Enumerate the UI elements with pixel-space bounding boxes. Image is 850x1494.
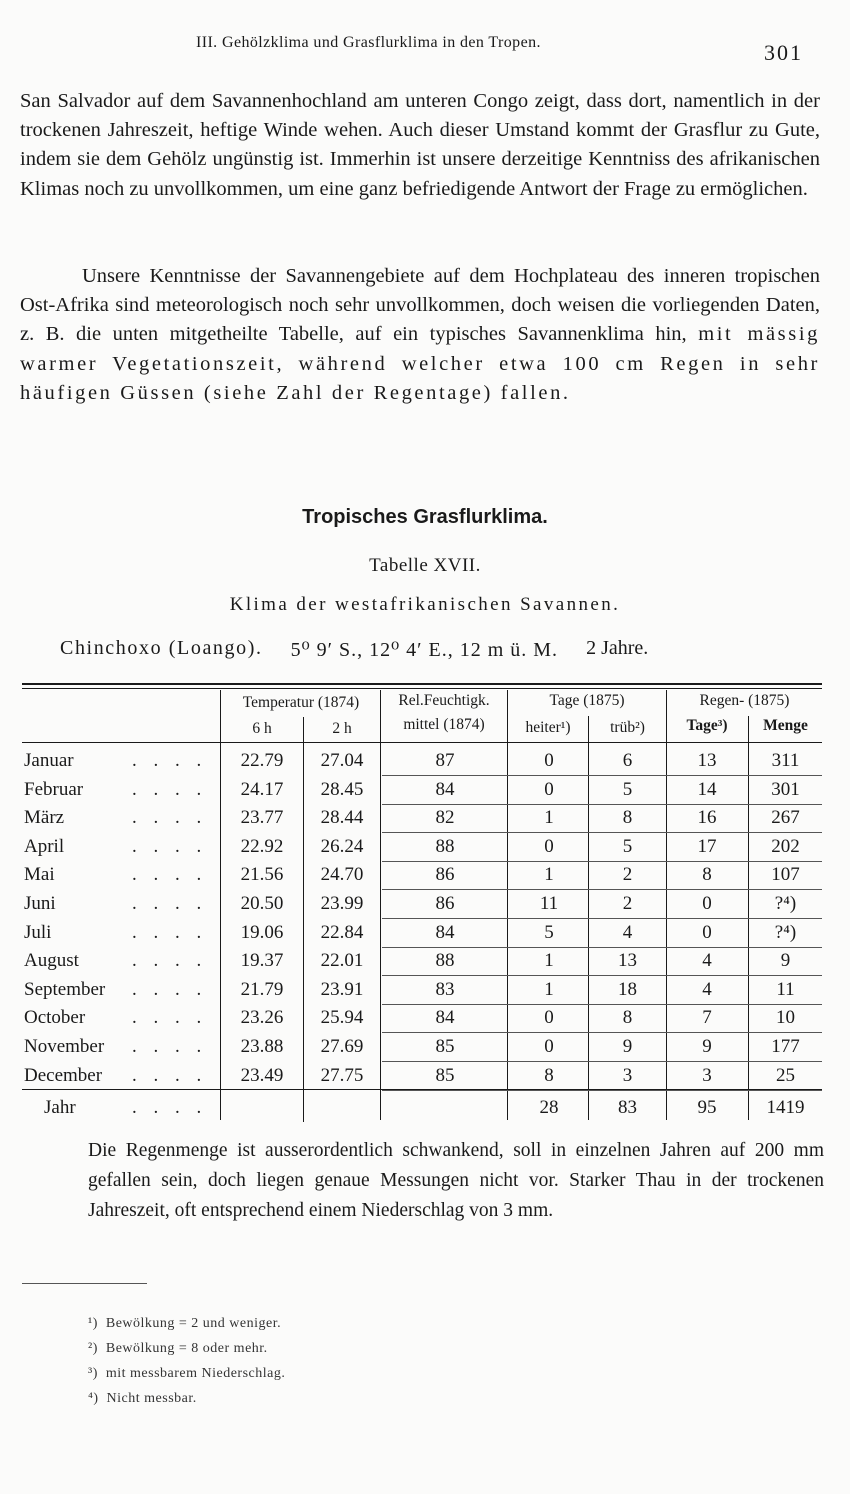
cell-t6: 23.88 xyxy=(240,1036,284,1057)
leader-dots: . . . . xyxy=(132,835,208,857)
cell-amount: 267 xyxy=(771,807,800,829)
table-row xyxy=(22,948,822,977)
header-temp-2h: 2 h xyxy=(332,720,352,737)
table-row xyxy=(22,834,822,863)
table-row xyxy=(22,977,822,1006)
cell-t6: 23.26 xyxy=(240,1007,284,1029)
footnote-text: Bewölkung = 8 oder mehr. xyxy=(105,1341,268,1356)
cell-t2: 27.04 xyxy=(320,750,364,771)
cell-trueb: 83 xyxy=(618,1097,637,1119)
month-cell: Februar xyxy=(24,778,84,800)
month-cell: October xyxy=(24,1007,86,1029)
cell-t6: 19.37 xyxy=(240,950,284,972)
table-row xyxy=(22,1005,822,1034)
cell-rdays: 8 xyxy=(702,864,712,886)
cell-amount: 25 xyxy=(776,1064,795,1086)
cell-t6: 21.79 xyxy=(240,978,284,1000)
cell-heiter: 11 xyxy=(539,893,559,914)
cell-t2: 23.99 xyxy=(320,893,364,914)
table-row xyxy=(22,920,822,949)
leader-dots: . . . . xyxy=(132,978,208,1000)
leader-dots: . . . . xyxy=(132,864,208,886)
cell-t2: 25.94 xyxy=(320,1007,364,1029)
cell-rdays: 0 xyxy=(702,921,712,943)
cell-amount: 311 xyxy=(771,750,800,771)
cell-heiter: 1 xyxy=(544,864,554,886)
footnote-mark: ¹) xyxy=(88,1316,98,1331)
cell-rdays: 13 xyxy=(697,750,717,771)
cell-rdays: 9 xyxy=(702,1036,712,1057)
leader-dots: . . . . xyxy=(132,1007,208,1029)
paragraph-1: San Salvador auf dem Savannenhochland am unteren Congo zeigt, dass dort, namentlich in der trockenen Jahreszeit, heftige Winde wehen. Auch dieser Umstand kommt der Grasflur zu Gute, indem sie dem Gehölz ungünstig ist. Immerhin ist unsere derzeitige Kenntniss des afrikanischen Klimas noch zu unvollkommen, um eine ganz befriedigende Antwort der Frage zu ermöglichen. xyxy=(20,90,820,200)
cell-rdays: 3 xyxy=(702,1064,712,1086)
cell-heiter: 5 xyxy=(544,921,554,943)
leader-dots: . . . . xyxy=(132,921,208,943)
leader-dots: . . . . xyxy=(132,950,208,972)
footnote-text: Nicht messbar. xyxy=(106,1391,197,1406)
month-cell: Juli xyxy=(24,921,52,943)
cell-rdays: 4 xyxy=(702,950,712,972)
station-years: 2 Jahre. xyxy=(586,637,649,659)
month-cell: Juni xyxy=(24,893,56,914)
cell-t2: 26.24 xyxy=(320,835,364,857)
station-line xyxy=(60,637,820,662)
leader-dots: . . . . xyxy=(132,1064,208,1086)
cell-trueb: 5 xyxy=(622,835,633,857)
cell-rdays: 7 xyxy=(702,1007,712,1029)
footnote-mark: ⁴) xyxy=(88,1391,99,1406)
leader-dots: . . . . xyxy=(132,807,208,829)
cell-rdays: 95 xyxy=(697,1097,717,1119)
table-caption: Klima der westafrikanischen Savannen. xyxy=(229,594,621,615)
station-name: Chinchoxo (Loango). xyxy=(60,637,263,659)
header-rain: Regen- (1875) xyxy=(699,692,790,709)
cell-heiter: 0 xyxy=(544,778,554,800)
cell-t6: 22.92 xyxy=(240,835,284,857)
cell-heiter: 0 xyxy=(544,835,554,857)
cell-hum: 82 xyxy=(435,807,455,829)
running-header: III. Gehölzklima und Grasflurklima in den Tropen. xyxy=(196,34,541,51)
cell-hum: 85 xyxy=(435,1064,455,1086)
paragraph-2 xyxy=(20,262,820,408)
paragraph-3: Die Regenmenge ist ausserordentlich schwankend, soll in einzelnen Jahren auf 200 mm gefallen sein, doch liegen genaue Messungen nicht vor. Starker Thau in der trockenen Jahreszeit, oft entsprechend einem Niederschlag von 3 mm. xyxy=(88,1140,824,1221)
cell-heiter: 0 xyxy=(544,1036,554,1057)
cell-hum: 83 xyxy=(435,978,455,1000)
cell-heiter: 1 xyxy=(544,978,554,1000)
table-top-rule xyxy=(22,683,822,685)
footnote xyxy=(88,1366,285,1382)
cell-trueb: 6 xyxy=(622,750,633,771)
leader-dots: . . . . xyxy=(132,1036,208,1057)
cell-amount: 202 xyxy=(771,835,800,857)
cell-t2: 28.45 xyxy=(320,778,364,800)
cell-trueb: 13 xyxy=(618,950,637,972)
cell-t6: 21.56 xyxy=(240,864,284,886)
footnote-text: mit messbarem Niederschlag. xyxy=(105,1366,286,1381)
cell-hum: 86 xyxy=(435,893,455,914)
table-top-rule-2 xyxy=(22,688,822,689)
leader-dots: . . . . xyxy=(132,893,208,914)
paragraph-2-normal: Unsere Kenntnisse der Savannengebiete auf dem Hochplateau des inneren tropischen Ost-Afrika sind meteorologisch noch sehr unvollkommen, doch weisen die vorliegenden Daten, z. B. die unten mitgetheilte Tabelle, auf ein typisches Savannenklima hin, xyxy=(20,265,820,346)
footnote xyxy=(88,1391,197,1407)
cell-t2: 22.84 xyxy=(320,921,364,943)
header-trueb: trüb²) xyxy=(610,719,645,736)
cell-t6: 22.79 xyxy=(240,750,284,771)
paragraph-2-spaced: mit mässig warmer Vegetationszeit, während welcher etwa 100 cm Regen in sehr häufigen Güssen (siehe Zahl der Regentage) fallen. xyxy=(20,323,820,404)
cell-amount: 11 xyxy=(776,978,795,1000)
footnote-separator xyxy=(22,1283,147,1284)
cell-amount: 177 xyxy=(771,1036,800,1057)
cell-trueb: 18 xyxy=(618,978,637,1000)
cell-heiter: 1 xyxy=(544,807,554,829)
cell-amount: ?⁴) xyxy=(774,921,797,943)
table-row xyxy=(22,1034,822,1063)
table-row xyxy=(22,777,822,806)
cell-trueb: 9 xyxy=(622,1036,633,1057)
cell-hum: 84 xyxy=(435,778,455,800)
table-total-row xyxy=(22,1095,822,1124)
month-cell: November xyxy=(24,1036,105,1057)
table-row xyxy=(22,748,822,777)
cell-t2: 28.44 xyxy=(320,807,364,829)
cell-hum: 84 xyxy=(435,1007,455,1029)
cell-heiter: 1 xyxy=(544,950,554,972)
table-heading: Tropisches Grasflurklima. xyxy=(302,506,548,528)
footnote xyxy=(88,1341,268,1357)
header-rain-days: Tage³) xyxy=(686,717,728,734)
cell-heiter: 28 xyxy=(539,1097,559,1119)
cell-t2: 23.91 xyxy=(320,978,364,1000)
month-cell: Januar xyxy=(24,750,74,771)
cell-hum: 88 xyxy=(435,950,455,972)
cell-rdays: 16 xyxy=(697,807,717,829)
header-humidity-mean: mittel (1874) xyxy=(403,716,485,733)
footnote-mark: ³) xyxy=(88,1366,98,1381)
table-row xyxy=(22,862,822,891)
cell-hum: 87 xyxy=(435,750,455,771)
table-header-rule xyxy=(22,742,822,743)
leader-dots: . . . . xyxy=(132,1097,208,1119)
month-cell: Jahr xyxy=(44,1097,76,1119)
cell-trueb: 2 xyxy=(622,893,633,914)
station-coords: 5⁰ 9′ S., 12⁰ 4′ E., 12 m ü. M. xyxy=(290,639,559,661)
cell-amount: 301 xyxy=(771,778,800,800)
cell-trueb: 2 xyxy=(622,864,633,886)
cell-amount: 1419 xyxy=(766,1097,805,1119)
row-rule xyxy=(382,1090,822,1091)
table-number: Tabelle XVII. xyxy=(369,555,481,576)
cell-amount: ?⁴) xyxy=(774,893,797,914)
table-row xyxy=(22,1063,822,1092)
page-number: 301 xyxy=(764,40,803,65)
month-cell: December xyxy=(24,1064,103,1086)
cell-hum: 86 xyxy=(435,864,455,886)
month-cell: Mai xyxy=(24,864,55,886)
cell-t6: 23.77 xyxy=(240,807,284,829)
footnote-text: Bewölkung = 2 und weniger. xyxy=(105,1316,282,1331)
footnote xyxy=(88,1316,281,1332)
leader-dots: . . . . xyxy=(132,750,208,771)
cell-t6: 23.49 xyxy=(240,1064,284,1086)
cell-heiter: 0 xyxy=(544,1007,554,1029)
month-cell: März xyxy=(24,807,65,829)
header-temperature: Temperatur (1874) xyxy=(242,694,360,711)
cell-rdays: 4 xyxy=(702,978,712,1000)
cell-t2: 22.01 xyxy=(320,950,364,972)
cell-amount: 107 xyxy=(771,864,800,886)
cell-t6: 19.06 xyxy=(240,921,284,943)
cell-hum: 88 xyxy=(435,835,455,857)
footnote-mark: ²) xyxy=(88,1341,98,1356)
cell-t6: 24.17 xyxy=(240,778,284,800)
leader-dots: . . . . xyxy=(132,778,208,800)
cell-trueb: 8 xyxy=(622,807,633,829)
cell-amount: 9 xyxy=(780,950,791,972)
cell-t6: 20.50 xyxy=(240,893,284,914)
cell-rdays: 0 xyxy=(702,893,712,914)
cell-trueb: 4 xyxy=(622,921,633,943)
cell-heiter: 0 xyxy=(544,750,554,771)
month-cell: September xyxy=(24,978,106,1000)
cell-trueb: 8 xyxy=(622,1007,633,1029)
cell-hum: 85 xyxy=(435,1036,455,1057)
header-temp-6h: 6 h xyxy=(252,720,272,737)
cell-heiter: 8 xyxy=(544,1064,554,1086)
cell-amount: 10 xyxy=(776,1007,795,1029)
header-days: Tage (1875) xyxy=(549,692,625,709)
header-rain-amount: Menge xyxy=(763,717,808,734)
cell-t2: 24.70 xyxy=(320,864,364,886)
cell-rdays: 17 xyxy=(697,835,717,857)
table-row xyxy=(22,891,822,920)
table-row xyxy=(22,805,822,834)
month-cell: August xyxy=(24,950,79,972)
cell-hum: 84 xyxy=(435,921,455,943)
cell-t2: 27.75 xyxy=(320,1064,364,1086)
cell-trueb: 5 xyxy=(622,778,633,800)
cell-t2: 27.69 xyxy=(320,1036,364,1057)
cell-rdays: 14 xyxy=(697,778,717,800)
cell-trueb: 3 xyxy=(622,1064,633,1086)
month-cell: April xyxy=(24,835,65,857)
header-humidity: Rel.Feuchtigk. xyxy=(398,692,490,709)
header-heiter: heiter¹) xyxy=(525,719,571,736)
